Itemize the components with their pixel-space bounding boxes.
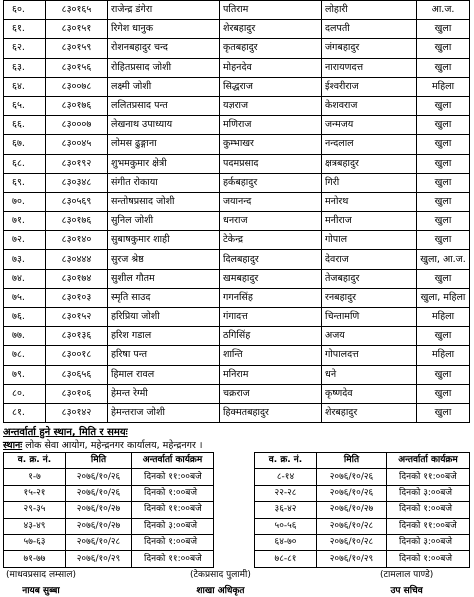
- category: खुला: [417, 192, 470, 211]
- serial-number: ७६.: [4, 308, 46, 327]
- schedule-date: २०७६/१०/२७: [66, 502, 132, 518]
- roll-number: ८३०१७६: [46, 96, 108, 115]
- schedule-serial-range: ५०-५६: [255, 518, 317, 534]
- category: खुला: [417, 403, 470, 422]
- table-row: [4, 308, 470, 327]
- grandfather-name: रनबहादुर: [322, 288, 417, 307]
- category: खुला: [417, 135, 470, 154]
- schedule-right-body: [255, 469, 470, 567]
- grandfather-name: धने: [322, 365, 417, 384]
- schedule-serial-range: ३६-४२: [255, 502, 317, 518]
- candidate-name: हरिप्रिया जोशी: [108, 308, 220, 327]
- schedule-row: [4, 534, 214, 550]
- serial-number: ७१.: [4, 212, 46, 231]
- venue-label: स्थानः: [3, 440, 23, 451]
- schedule-row: [255, 518, 470, 534]
- schedule-header-serial: व. क्र. नं.: [255, 453, 317, 469]
- grandfather-name: लोहारी: [322, 1, 417, 20]
- grandfather-name: दलपती: [322, 20, 417, 39]
- father-name: दिलबहादुर: [220, 250, 322, 269]
- roll-number: ८३००४५: [46, 135, 108, 154]
- grandfather-name: केशवराज: [322, 96, 417, 115]
- schedule-serial-range: ७८-८१: [255, 551, 317, 567]
- serial-number: ७०.: [4, 192, 46, 211]
- category: खुला: [417, 58, 470, 77]
- schedule-row: [4, 518, 214, 534]
- roll-number: ८३०६५६: [46, 365, 108, 384]
- father-name: धनराज: [220, 212, 322, 231]
- grandfather-name: क्षत्रबहादुर: [322, 154, 417, 173]
- schedule-date: २०७६/१०/२७: [66, 518, 132, 534]
- father-name: चक्रराज: [220, 384, 322, 403]
- schedule-serial-range: ७१-७७: [4, 551, 66, 567]
- schedule-time: दिनको १:००बजे: [387, 502, 470, 518]
- schedule-date: २०७६/१०/२६: [66, 485, 132, 501]
- roll-number: ८३०१३६: [46, 327, 108, 346]
- candidate-name: सुबाषकुमार शाही: [108, 231, 220, 250]
- schedule-serial-range: १-७: [4, 469, 66, 485]
- schedule-serial-range: ६४-७०: [255, 534, 317, 550]
- table-row: [4, 1, 470, 20]
- schedule-date: २०७६/१०/२८: [66, 534, 132, 550]
- serial-number: ७३.: [4, 250, 46, 269]
- table-row: [4, 20, 470, 39]
- father-name: मोहनदेव: [220, 58, 322, 77]
- table-row: [4, 403, 470, 422]
- roll-number: ८३०१०३: [46, 288, 108, 307]
- table-row: [4, 269, 470, 288]
- serial-number: ६१.: [4, 20, 46, 39]
- grandfather-name: गोपालदत्त: [322, 346, 417, 365]
- table-row: [4, 135, 470, 154]
- signatory-designation: नायब सुब्बा: [22, 586, 60, 596]
- table-row: [4, 250, 470, 269]
- serial-number: ६३.: [4, 58, 46, 77]
- table-row: [4, 154, 470, 173]
- candidate-name: लक्ष्मी जोशी: [108, 77, 220, 96]
- roll-number: ८३०१५१: [46, 20, 108, 39]
- category: खुला: [417, 212, 470, 231]
- category: खुला: [417, 20, 470, 39]
- father-name: कृतबहादुर: [220, 39, 322, 58]
- candidate-name: शुभमकुमार क्षेत्री: [108, 154, 220, 173]
- serial-number: ६६.: [4, 116, 46, 135]
- grandfather-name: नन्दलाल: [322, 135, 417, 154]
- schedule-serial-range: ५७-६३: [4, 534, 66, 550]
- table-row: [4, 96, 470, 115]
- venue-text: लोक सेवा आयोग, महेन्द्रनगर कार्यालय, महेन्द्रनगर ।: [22, 440, 203, 451]
- serial-number: ६४.: [4, 77, 46, 96]
- serial-number: ६९.: [4, 173, 46, 192]
- father-name: गंगादत्त: [220, 308, 322, 327]
- serial-number: ७४.: [4, 269, 46, 288]
- serial-number: ७९.: [4, 365, 46, 384]
- candidate-table: [3, 0, 470, 423]
- schedule-serial-range: ८-१४: [255, 469, 317, 485]
- schedule-row: [255, 534, 470, 550]
- father-name: शान्ति: [220, 346, 322, 365]
- serial-number: ७५.: [4, 288, 46, 307]
- father-name: पतिराम: [220, 1, 322, 20]
- father-name: हर्कबहादुर: [220, 173, 322, 192]
- schedule-date: २०७६/१०/२८: [317, 534, 387, 550]
- schedule-time: दिनको ११:००बजे: [387, 469, 470, 485]
- grandfather-name: नारायणदत्त: [322, 58, 417, 77]
- father-name: टेकेन्द्र: [220, 231, 322, 250]
- schedule-time: दिनको १:००बजे: [132, 485, 214, 501]
- schedule-date: २०७६/१०/२९: [317, 551, 387, 567]
- table-row: [4, 77, 470, 96]
- category: खुला, महिला: [417, 288, 470, 307]
- table-row: [4, 288, 470, 307]
- grandfather-name: शेरबहादुर: [322, 403, 417, 422]
- schedule-time: दिनको ३:००बजे: [132, 518, 214, 534]
- schedule-row: [255, 469, 470, 485]
- candidate-name: राजेन्द्र डंगेरा: [108, 1, 220, 20]
- father-name: सिद्धराज: [220, 77, 322, 96]
- schedule-serial-range: १५-२१: [4, 485, 66, 501]
- schedule-date: २०७६/१०/२९: [66, 551, 132, 567]
- schedule-serial-range: २९-३५: [4, 502, 66, 518]
- father-name: कुम्भाखर: [220, 135, 322, 154]
- father-name: गगनसिंह: [220, 288, 322, 307]
- table-row: [4, 365, 470, 384]
- roll-number: ८३०१६५: [46, 1, 108, 20]
- serial-number: ८१.: [4, 403, 46, 422]
- schedule-row: [255, 485, 470, 501]
- signatory-designation: शाखा अधिकृत: [196, 586, 245, 596]
- signatory-designation: उप सचिव: [390, 586, 423, 596]
- category: खुला: [417, 96, 470, 115]
- father-name: पदमप्रसाद: [220, 154, 322, 173]
- category: खुला: [417, 365, 470, 384]
- signatory-name: (टेकप्रसाद पुलामी): [190, 570, 251, 580]
- roll-number: ८३००७८: [46, 77, 108, 96]
- father-name: शेरबहादुर: [220, 20, 322, 39]
- father-name: मणिराज: [220, 116, 322, 135]
- father-name: मनिराम: [220, 365, 322, 384]
- schedule-time: दिनको १:००बजे: [387, 551, 470, 567]
- grandfather-name: देवराज: [322, 250, 417, 269]
- table-row: [4, 173, 470, 192]
- grandfather-name: गिरी: [322, 173, 417, 192]
- category: खुला: [417, 116, 470, 135]
- schedule-table-left: [3, 452, 214, 568]
- schedule-time: दिनको ३:००बजे: [387, 534, 470, 550]
- category: खुला: [417, 269, 470, 288]
- category: महिला: [417, 346, 470, 365]
- table-row: [4, 231, 470, 250]
- schedule-row: [255, 551, 470, 567]
- schedule-serial-range: ४३-४९: [4, 518, 66, 534]
- serial-number: ६८.: [4, 154, 46, 173]
- candidate-name: रोशनबहादुर चन्द: [108, 39, 220, 58]
- signature-block-2: [190, 567, 251, 596]
- roll-number: ८३००१८: [46, 346, 108, 365]
- candidate-name: ललितप्रसाद पन्त: [108, 96, 220, 115]
- roll-number: ८३०१९२: [46, 154, 108, 173]
- candidate-table-body: [4, 1, 470, 423]
- serial-number: ६२.: [4, 39, 46, 58]
- table-row: [4, 192, 470, 211]
- candidate-name: सुशील गौतम: [108, 269, 220, 288]
- candidate-name: हेमन्तराज जोशी: [108, 403, 220, 422]
- father-name: जयानन्द: [220, 192, 322, 211]
- candidate-name: रोहितप्रसाद जोशी: [108, 58, 220, 77]
- category: खुला: [417, 384, 470, 403]
- schedule-header-program: अन्तर्वार्ता कार्यक्रम: [387, 453, 470, 469]
- serial-number: ६०.: [4, 1, 46, 20]
- roll-number: ८३०१५२: [46, 308, 108, 327]
- schedule-time: दिनको ११:००बजे: [132, 502, 214, 518]
- candidate-name: सन्तोषप्रसाद जोशी: [108, 192, 220, 211]
- roll-number: ८३०१४२: [46, 403, 108, 422]
- table-row: [4, 212, 470, 231]
- schedule-date: २०७६/१०/२७: [317, 502, 387, 518]
- serial-number: ७२.: [4, 231, 46, 250]
- interview-heading: अन्तर्वार्ता हुने स्थान, मिति र समयः: [3, 427, 128, 438]
- candidate-name: सुरज श्रेष्ठ: [108, 250, 220, 269]
- grandfather-name: जंगबहादुर: [322, 39, 417, 58]
- schedule-date: २०७६/१०/२८: [317, 518, 387, 534]
- candidate-name: हरिषा पन्त: [108, 346, 220, 365]
- table-row: [4, 58, 470, 77]
- schedule-row: [4, 551, 214, 567]
- roll-number: ८३०१५६: [46, 58, 108, 77]
- grandfather-name: कृष्णदेव: [322, 384, 417, 403]
- grandfather-name: अजय: [322, 327, 417, 346]
- roll-number: ८३०१४०: [46, 231, 108, 250]
- serial-number: ६५.: [4, 96, 46, 115]
- candidate-name: हरिश गडाल: [108, 327, 220, 346]
- category: महिला: [417, 77, 470, 96]
- signatory-name: (माधवप्रसाद लम्साल): [6, 570, 76, 580]
- schedule-header-date: मिति: [317, 453, 387, 469]
- roll-number: ८३०१५९: [46, 39, 108, 58]
- signature-block-3: [380, 567, 433, 596]
- grandfather-name: ईश्वरीराज: [322, 77, 417, 96]
- candidate-name: संगीत रोकाया: [108, 173, 220, 192]
- table-row: [4, 384, 470, 403]
- candidate-name: हिमाल रावल: [108, 365, 220, 384]
- serial-number: ७८.: [4, 346, 46, 365]
- schedule-time: दिनको ३:००बजे: [387, 485, 470, 501]
- serial-number: ७७.: [4, 327, 46, 346]
- candidate-name: रिगेश धानुक: [108, 20, 220, 39]
- category: खुला: [417, 327, 470, 346]
- roll-number: ८३०००७: [46, 116, 108, 135]
- schedule-serial-range: २२-२८: [255, 485, 317, 501]
- table-row: [4, 116, 470, 135]
- category: खुला: [417, 39, 470, 58]
- table-row: [4, 346, 470, 365]
- grandfather-name: मनोरथ: [322, 192, 417, 211]
- candidate-name: लोमस ढुङ्गाना: [108, 135, 220, 154]
- category: खुला: [417, 173, 470, 192]
- father-name: ठगिसिंह: [220, 327, 322, 346]
- candidate-name: लेखनाथ उपाध्याय: [108, 116, 220, 135]
- schedule-header-serial: व. क्र. नं.: [4, 453, 66, 469]
- candidate-name: स्मृति साउद: [108, 288, 220, 307]
- grandfather-name: गोपाल: [322, 231, 417, 250]
- signatory-name: (टामलाल पाण्डे): [380, 570, 434, 580]
- category: खुला, आ.ज.: [417, 250, 470, 269]
- schedule-header-program: अन्तर्वार्ता कार्यक्रम: [132, 453, 214, 469]
- category: आ.ज.: [417, 1, 470, 20]
- roll-number: ८३०१०६: [46, 384, 108, 403]
- schedule-row: [255, 502, 470, 518]
- father-name: यज्ञराज: [220, 96, 322, 115]
- category: महिला: [417, 308, 470, 327]
- roll-number: ८३०५६९: [46, 192, 108, 211]
- schedule-date: २०७६/१०/२६: [317, 485, 387, 501]
- candidate-name: हेमन्त रेग्मी: [108, 384, 220, 403]
- schedule-time: दिनको ११:००बजे: [132, 469, 214, 485]
- schedule-time: दिनको ११:००बजे: [132, 551, 214, 567]
- category: खुला: [417, 231, 470, 250]
- schedule-time: दिनको ११:००बजे: [387, 518, 470, 534]
- candidate-name: सुनिल जोशी: [108, 212, 220, 231]
- schedule-header-date: मिति: [66, 453, 132, 469]
- interview-venue: [3, 438, 203, 451]
- category: खुला: [417, 154, 470, 173]
- father-name: खमबहादुर: [220, 269, 322, 288]
- father-name: हिक्मतबहादुर: [220, 403, 322, 422]
- grandfather-name: तेजबहादुर: [322, 269, 417, 288]
- roll-number: ८३०१७४: [46, 269, 108, 288]
- signature-block-1: [6, 567, 76, 596]
- serial-number: ६७.: [4, 135, 46, 154]
- schedule-table-right: [254, 452, 470, 568]
- roll-number: ८३०१७६: [46, 212, 108, 231]
- schedule-time: दिनको १:००बजे: [132, 534, 214, 550]
- schedule-row: [4, 502, 214, 518]
- schedule-row: [4, 469, 214, 485]
- schedule-left-body: [4, 469, 214, 567]
- table-row: [4, 39, 470, 58]
- serial-number: ८०.: [4, 384, 46, 403]
- roll-number: ८३०४४४: [46, 250, 108, 269]
- schedule-row: [4, 485, 214, 501]
- grandfather-name: जन्मजय: [322, 116, 417, 135]
- roll-number: ८३०३४८: [46, 173, 108, 192]
- grandfather-name: चिन्तामणि: [322, 308, 417, 327]
- table-row: [4, 327, 470, 346]
- schedule-date: २०७६/१०/२६: [66, 469, 132, 485]
- grandfather-name: मनीराज: [322, 212, 417, 231]
- schedule-date: २०७६/१०/२६: [317, 469, 387, 485]
